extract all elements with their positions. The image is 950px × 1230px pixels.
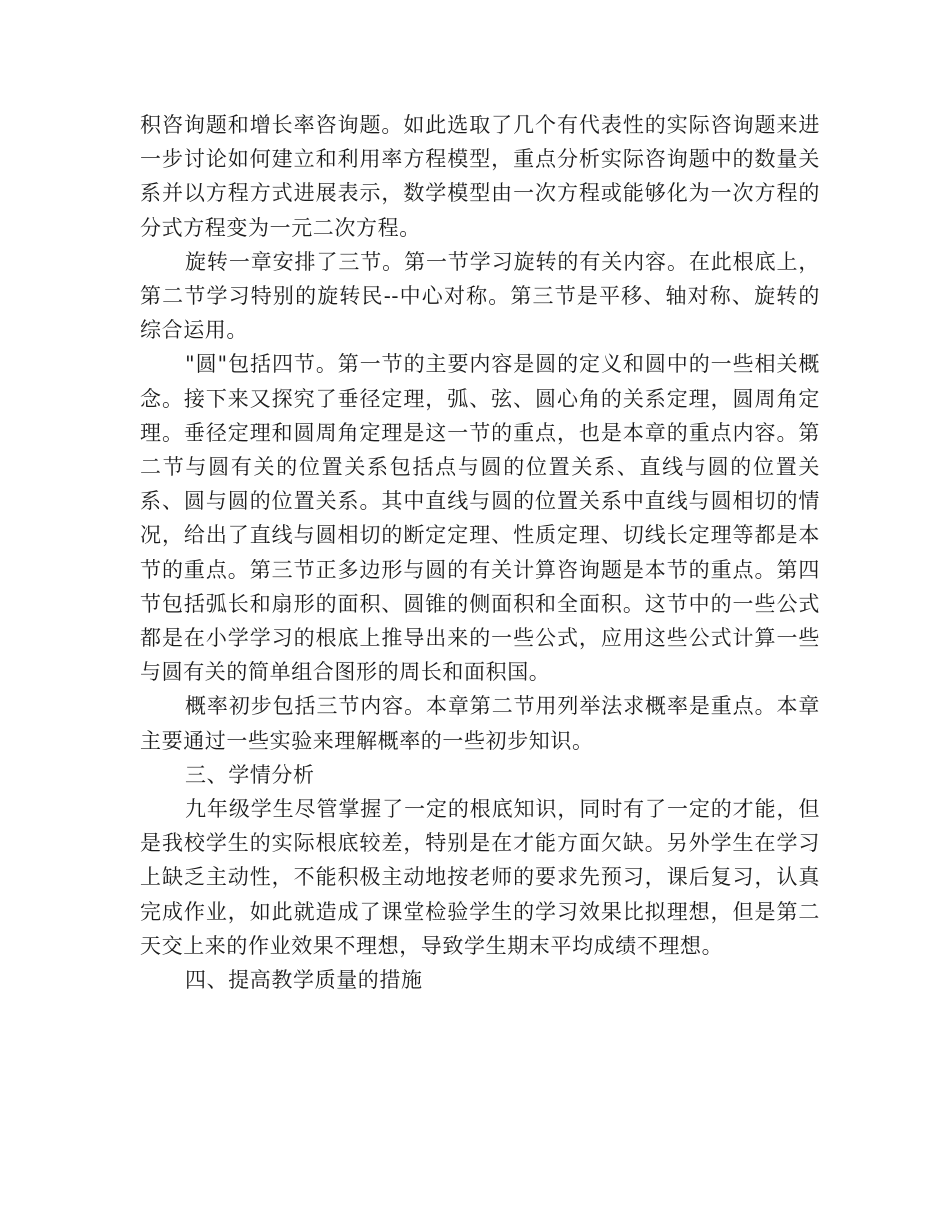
section-heading-measures: 四、提高教学质量的措施: [185, 968, 423, 993]
paragraph-probability: 概率初步包括三节内容。本章第二节用列举法求概率是重点。本章主要通过一些实验来理解概率的一些初步知识。: [140, 694, 820, 753]
paragraph-circle: "圆"包括四节。第一节的主要内容是圆的定义和圆中的一些相关概念。接下来又探究了垂径定理，弧、弦、圆心角的关系定理，圆周角定理。垂径定理和圆周角定理是这一节的重点，也是本章的重点内容。第二节与圆有关的位置关系包括点与圆的位置关系、直线与圆的位置关系、圆与圆的位置关系。其中直线与圆的位置关系中直线与圆相切的情况，给出了直线与圆相切的断定定理、性质定理、切线长定理等都是本节的重点。第三节正多边形与圆的有关计算咨询题是本节的重点。第四节包括弧长和扇形的面积、圆锥的侧面积和全面积。这节中的一些公式都是在小学学习的根底上推导出来的一些公式，应用这些公式计算一些与圆有关的简单组合图形的周长和面积国。: [140, 352, 820, 685]
document-body: [140, 108, 820, 997]
section-heading-student-analysis: 三、学情分析: [185, 762, 315, 787]
paragraph-continuation: 积咨询题和增长率咨询题。如此选取了几个有代表性的实际咨询题来进一步讨论如何建立和利用率方程模型，重点分析实际咨询题中的数量关系并以方程方式进展表示，数学模型由一次方程或能够化为一次方程的分式方程变为一元二次方程。: [140, 113, 820, 240]
paragraph-rotation: 旋转一章安排了三节。第一节学习旋转的有关内容。在此根底上，第二节学习特别的旋转民--中心对称。第三节是平移、轴对称、旋转的综合运用。: [140, 249, 820, 343]
paragraph-student-analysis: 九年级学生尽管掌握了一定的根底知识，同时有了一定的才能，但是我校学生的实际根底较差，特别是在才能方面欠缺。另外学生在学习上缺乏主动性，不能积极主动地按老师的要求先预习，课后复习，认真完成作业，如此就造成了课堂检验学生的学习效果比拟理想，但是第二天交上来的作业效果不理想，导致学生期末平均成绩不理想。: [140, 797, 820, 958]
